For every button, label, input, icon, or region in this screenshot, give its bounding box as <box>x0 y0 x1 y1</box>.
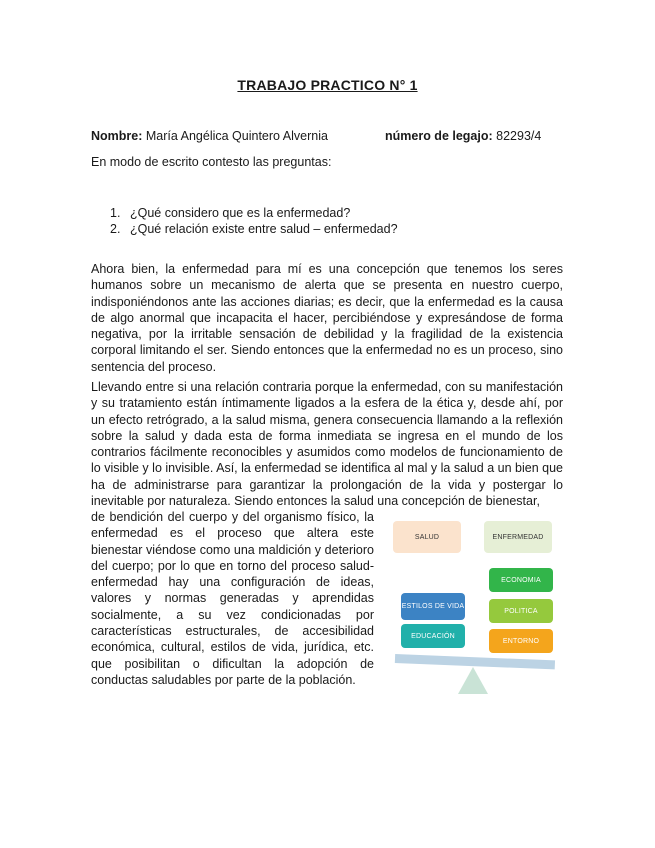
educacion-box: EDUCACIÓN <box>401 624 465 648</box>
paragraph-3: de bendición del cuerpo y del organismo físico, la enfermedad es el proceso que altera este bienestar viéndose como una maldición y deterioro del cuerpo; por lo que en torno del proceso salud-enfermedad hay una configuración de ideas, valores y normas generadas y aprendidas socialmente, a su vez condicionadas por características estructurales, de accesibilidad económica, cultural, estilos de vida, jurídica, etc. que posibilitan o dificultan la adopción de conductas saludables por parte de la población. <box>91 510 374 687</box>
document-title: TRABAJO PRACTICO N° 1 <box>237 77 418 93</box>
name-label: Nombre: <box>91 129 143 143</box>
list-item <box>110 205 398 221</box>
politica-box: POLITICA <box>489 599 553 623</box>
legajo-label: número de legajo: <box>385 129 493 143</box>
question-list <box>110 205 398 237</box>
enfermedad-box: ENFERMEDAD <box>484 521 552 553</box>
question-number: 1. <box>110 206 121 220</box>
health-disease-balance-diagram <box>391 514 563 696</box>
question-text: ¿Qué relación existe entre salud – enfermedad? <box>130 222 398 236</box>
estilos-de-vida-box: ESTILOS DE VIDA <box>401 593 465 620</box>
question-text: ¿Qué considero que es la enfermedad? <box>130 206 351 220</box>
salud-box: SALUD <box>393 521 461 553</box>
economia-box: ECONOMIA <box>489 568 553 592</box>
student-name <box>91 129 328 143</box>
legajo-value: 82293/4 <box>496 129 542 143</box>
name-value: María Angélica Quintero Alvernia <box>145 129 328 143</box>
question-number: 2. <box>110 222 121 236</box>
intro-text: En modo de escrito contesto las preguntas: <box>91 155 332 169</box>
paragraph-1: Ahora bien, la enfermedad para mí es una concepción que tenemos los seres humanos sobre un mecanismo de alerta que se presenta en nuestro cuerpo, indisponiéndonos ante las acciones diarias; es decir, que la enfermedad es la causa de algo anormal que incapacita el hacer, percibiéndose y expresándose de forma negativa, por la irritable sensación de debilidad y la fragilidad de la existencia corporal limitando el ser. Siendo entonces que la enfermedad no es un proceso, sino sentencia del proceso. <box>91 262 563 374</box>
balance-fulcrum <box>458 667 488 694</box>
paragraph-2: Llevando entre si una relación contraria porque la enfermedad, con su manifestación y su tratamiento están íntimamente ligados a la esfera de la ética y, desde ahí, por un efecto retrógrado, a la salud misma, genera consecuencia llamando a la reflexión sobre la salud y dada esta de forma inmediata se ingresa en el mundo de los contrarios fácilmente reconocibles y asumidos como modelos de funcionamiento de lo visible y lo invisible. Así, la enfermedad se identifica al mal y la salud a un bien que ha de administrarse para garantizar la prolongación de la vida y postergar lo inevitable por naturaleza. Siendo entonces la salud una concepción de bienestar, <box>91 380 563 509</box>
legajo-number <box>385 129 541 143</box>
entorno-box: ENTORNO <box>489 629 553 653</box>
list-item <box>110 221 398 237</box>
